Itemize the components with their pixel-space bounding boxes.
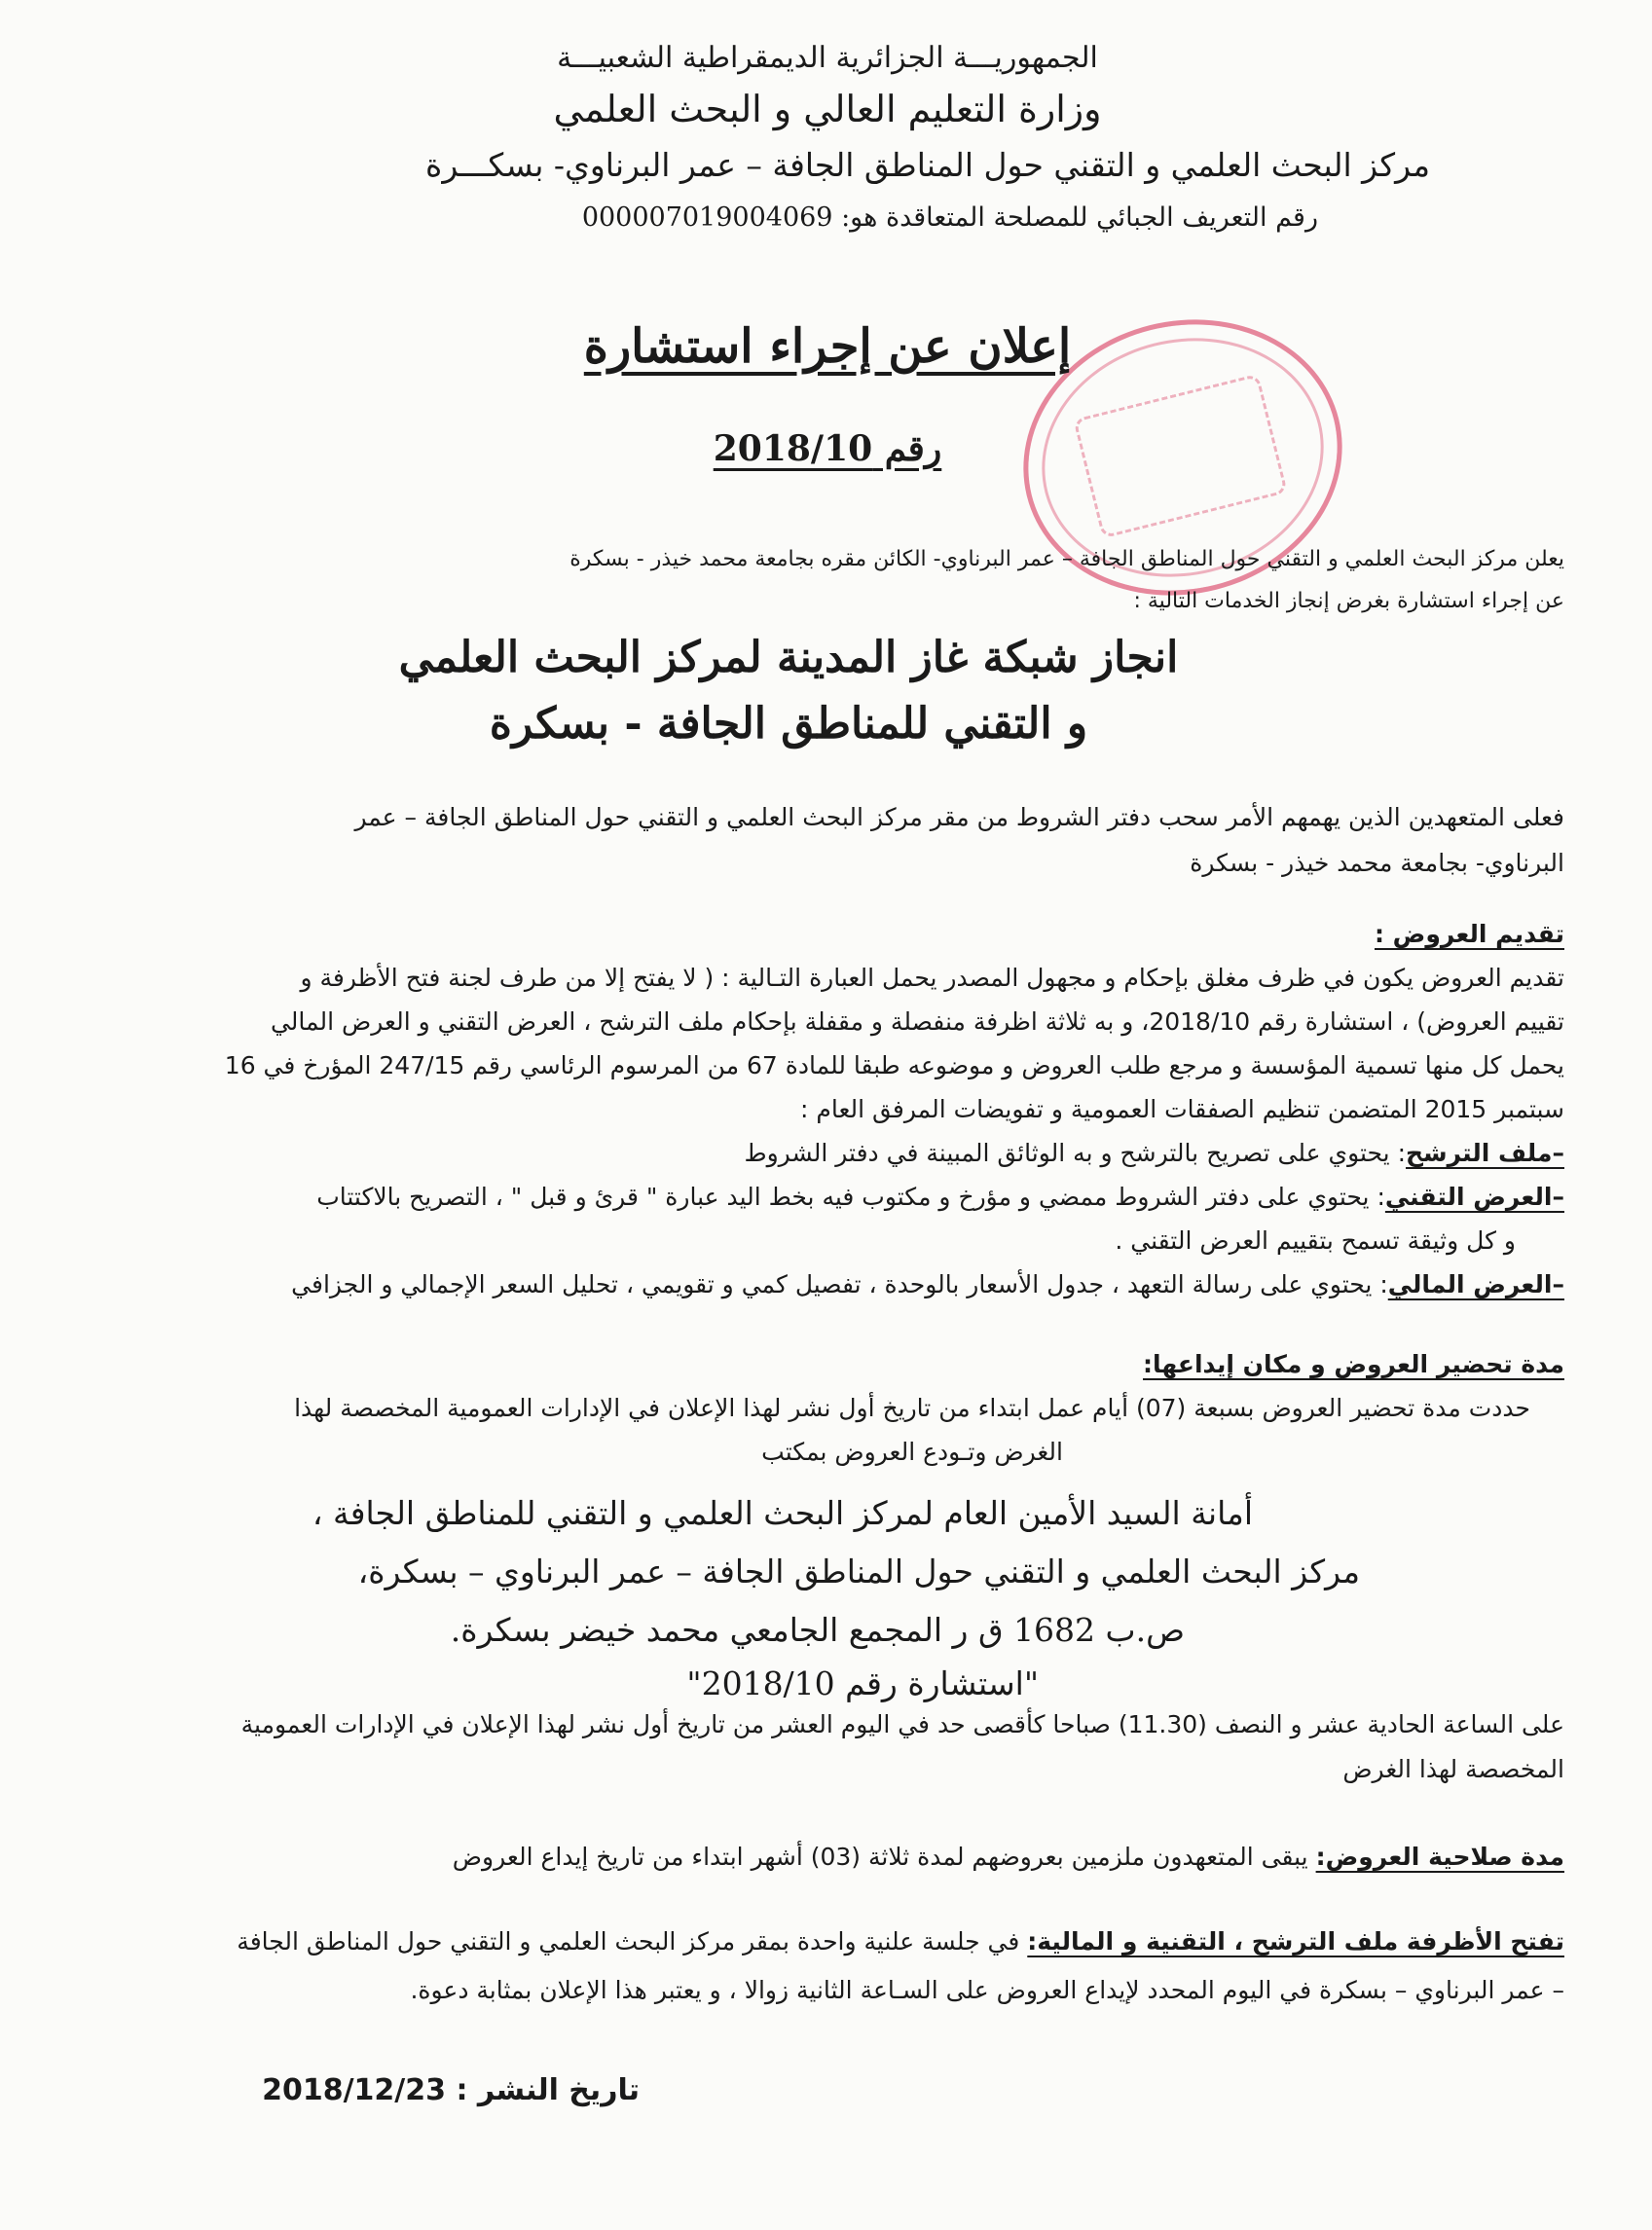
- header-ministry: وزارة التعليم العالي و البحث العلمي: [553, 88, 1102, 130]
- offers-line-1: تقديم العروض يكون في ظرف مغلق بإحكام و مجهول المصدر يحمل العبارة التـالية : ( لا يفتح إلا من طرف لجنة فتح الأظرفة و: [300, 964, 1564, 992]
- opening-paragraph: [237, 1927, 1564, 1956]
- address-line-4: "استشارة رقم 2018/10": [686, 1664, 1039, 1702]
- financial-label: –العرض المالي: [1387, 1270, 1564, 1298]
- technical-text: : يحتوي على دفتر الشروط ممضي و مؤرخ و مكتوب فيه بخط اليد عبارة " قرئ و قبل " ، التصريح بالاكتتاب: [316, 1183, 1385, 1211]
- candidacy-file-item: [744, 1139, 1564, 1167]
- offers-line-2: تقييم العروض) ، استشارة رقم 2018/10، و به ثلاثة اظرفة منفصلة و مقفلة بإحكام ملف الترشح ، العرض التقني و العرض المالي: [270, 1007, 1564, 1036]
- offers-heading: تقديم العروض :: [1374, 920, 1564, 948]
- preparation-line-1: حددت مدة تحضير العروض بسبعة (07) أيام عمل ابتداء من تاريخ أول نشر لهذا الإعلان في الإدارات العمومية المخصصة لهذا: [294, 1394, 1530, 1422]
- publication-label: تاريخ النشر :: [456, 2073, 640, 2107]
- offers-line-3: يحمل كل منها تسمية المؤسسة و مرجع طلب العروض و موضوعه طبقا للمادة 67 من المرسوم الرئاسي رقم 247/15 المؤرخ في 16: [224, 1051, 1564, 1079]
- preparation-line-2: الغرض وتـودع العروض بمكتب: [761, 1438, 1063, 1466]
- header-tax-id: رقم التعريف الجبائي للمصلحة المتعاقدة هو: 000007019004069: [581, 202, 1318, 233]
- intro-line-1: يعلن مركز البحث العلمي و التقني حول المناطق الجافة – عمر البرناوي- الكائن مقره بجامعة محمد خيذر - بسكرة: [569, 547, 1564, 571]
- publication-date: [262, 2073, 640, 2107]
- validity-paragraph: [453, 1843, 1564, 1871]
- address-line-1: أمانة السيد الأمين العام لمركز البحث العلمي و التقني للمناطق الجافة ،: [312, 1494, 1253, 1532]
- validity-text: يبقى المتعهدون ملزمين بعروضهم لمدة ثلاثة (03) أشهر ابتداء من تاريخ إيداع العروض: [452, 1843, 1316, 1871]
- withdraw-line-2: البرناوي- بجامعة محمد خيذر - بسكرة: [1190, 849, 1564, 877]
- intro-line-2: عن إجراء استشارة بغرض إنجاز الخدمات التالية :: [1133, 589, 1564, 613]
- deadline-line-1: على الساعة الحادية عشر و النصف (11.30) صباحا كأقصى حد في اليوم العشر من تاريخ أول نشر لهذا الإعلان في الإدارات العمومية: [240, 1710, 1564, 1738]
- opening-label: تفتح الأظرفة ملف الترشح ، التقنية و المالية:: [1027, 1927, 1564, 1956]
- header-center: مركز البحث العلمي و التقني حول المناطق الجافة – عمر البرناوي- بسكـــرة: [425, 146, 1430, 184]
- project-title-line-2: و التقني للمناطق الجافة - بسكرة: [489, 699, 1088, 749]
- opening-line-2: – عمر البرناوي – بسكرة في اليوم المحدد لإيداع العروض على السـاعة الثانية زوالا ، و يعتبر هذا الإعلان بمثابة دعوة.: [410, 1976, 1564, 2004]
- preparation-heading: مدة تحضير العروض و مكان إيداعها:: [1143, 1350, 1564, 1378]
- address-line-3: ص.ب 1682 ق ر المجمع الجامعي محمد خيضر بسكرة.: [450, 1611, 1185, 1649]
- deadline-line-2: المخصصة لهذا الغرض: [1342, 1755, 1564, 1783]
- announcement-number: رقم 2018/10: [713, 428, 942, 469]
- technical-offer-item: [316, 1183, 1564, 1211]
- candidacy-text: : يحتوي على تصريح بالترشح و به الوثائق المبينة في دفتر الشروط: [744, 1139, 1407, 1167]
- project-title-line-1: انجاز شبكة غاز المدينة لمركز البحث العلمي: [398, 633, 1179, 682]
- address-line-2: مركز البحث العلمي و التقني حول المناطق الجافة – عمر البرناوي – بسكرة،: [357, 1553, 1360, 1590]
- technical-label: –العرض التقني: [1384, 1183, 1564, 1211]
- validity-label: مدة صلاحية العروض:: [1315, 1843, 1564, 1871]
- offers-line-4: سبتمبر 2015 المتضمن تنظيم الصفقات العمومية و تفويضات المرفق العام :: [800, 1095, 1564, 1123]
- technical-offer-item-continued: و كل وثيقة تسمح بتقييم العرض التقني .: [1115, 1226, 1516, 1255]
- announcement-title: إعلان عن إجراء استشارة: [583, 319, 1072, 374]
- header-republic: الجمهوريـــة الجزائرية الديمقراطية الشعبيـــة: [557, 41, 1098, 75]
- financial-offer-item: [291, 1270, 1564, 1298]
- opening-text: في جلسة علنية واحدة بمقر مركز البحث العلمي و التقني حول المناطق الجافة: [237, 1927, 1028, 1956]
- publication-date-value: 2018/12/23: [262, 2073, 446, 2107]
- candidacy-label: –ملف الترشح: [1406, 1139, 1564, 1167]
- withdraw-line-1: فعلى المتعهدين الذين يهمهم الأمر سحب دفتر الشروط من مقر مركز البحث العلمي و التقني حول المناطق الجافة – عمر: [354, 803, 1564, 831]
- financial-text: : يحتوي على رسالة التعهد ، جدول الأسعار بالوحدة ، تفصيل كمي و تقويمي ، تحليل السعر الإجمالي و الجزافي: [291, 1270, 1388, 1298]
